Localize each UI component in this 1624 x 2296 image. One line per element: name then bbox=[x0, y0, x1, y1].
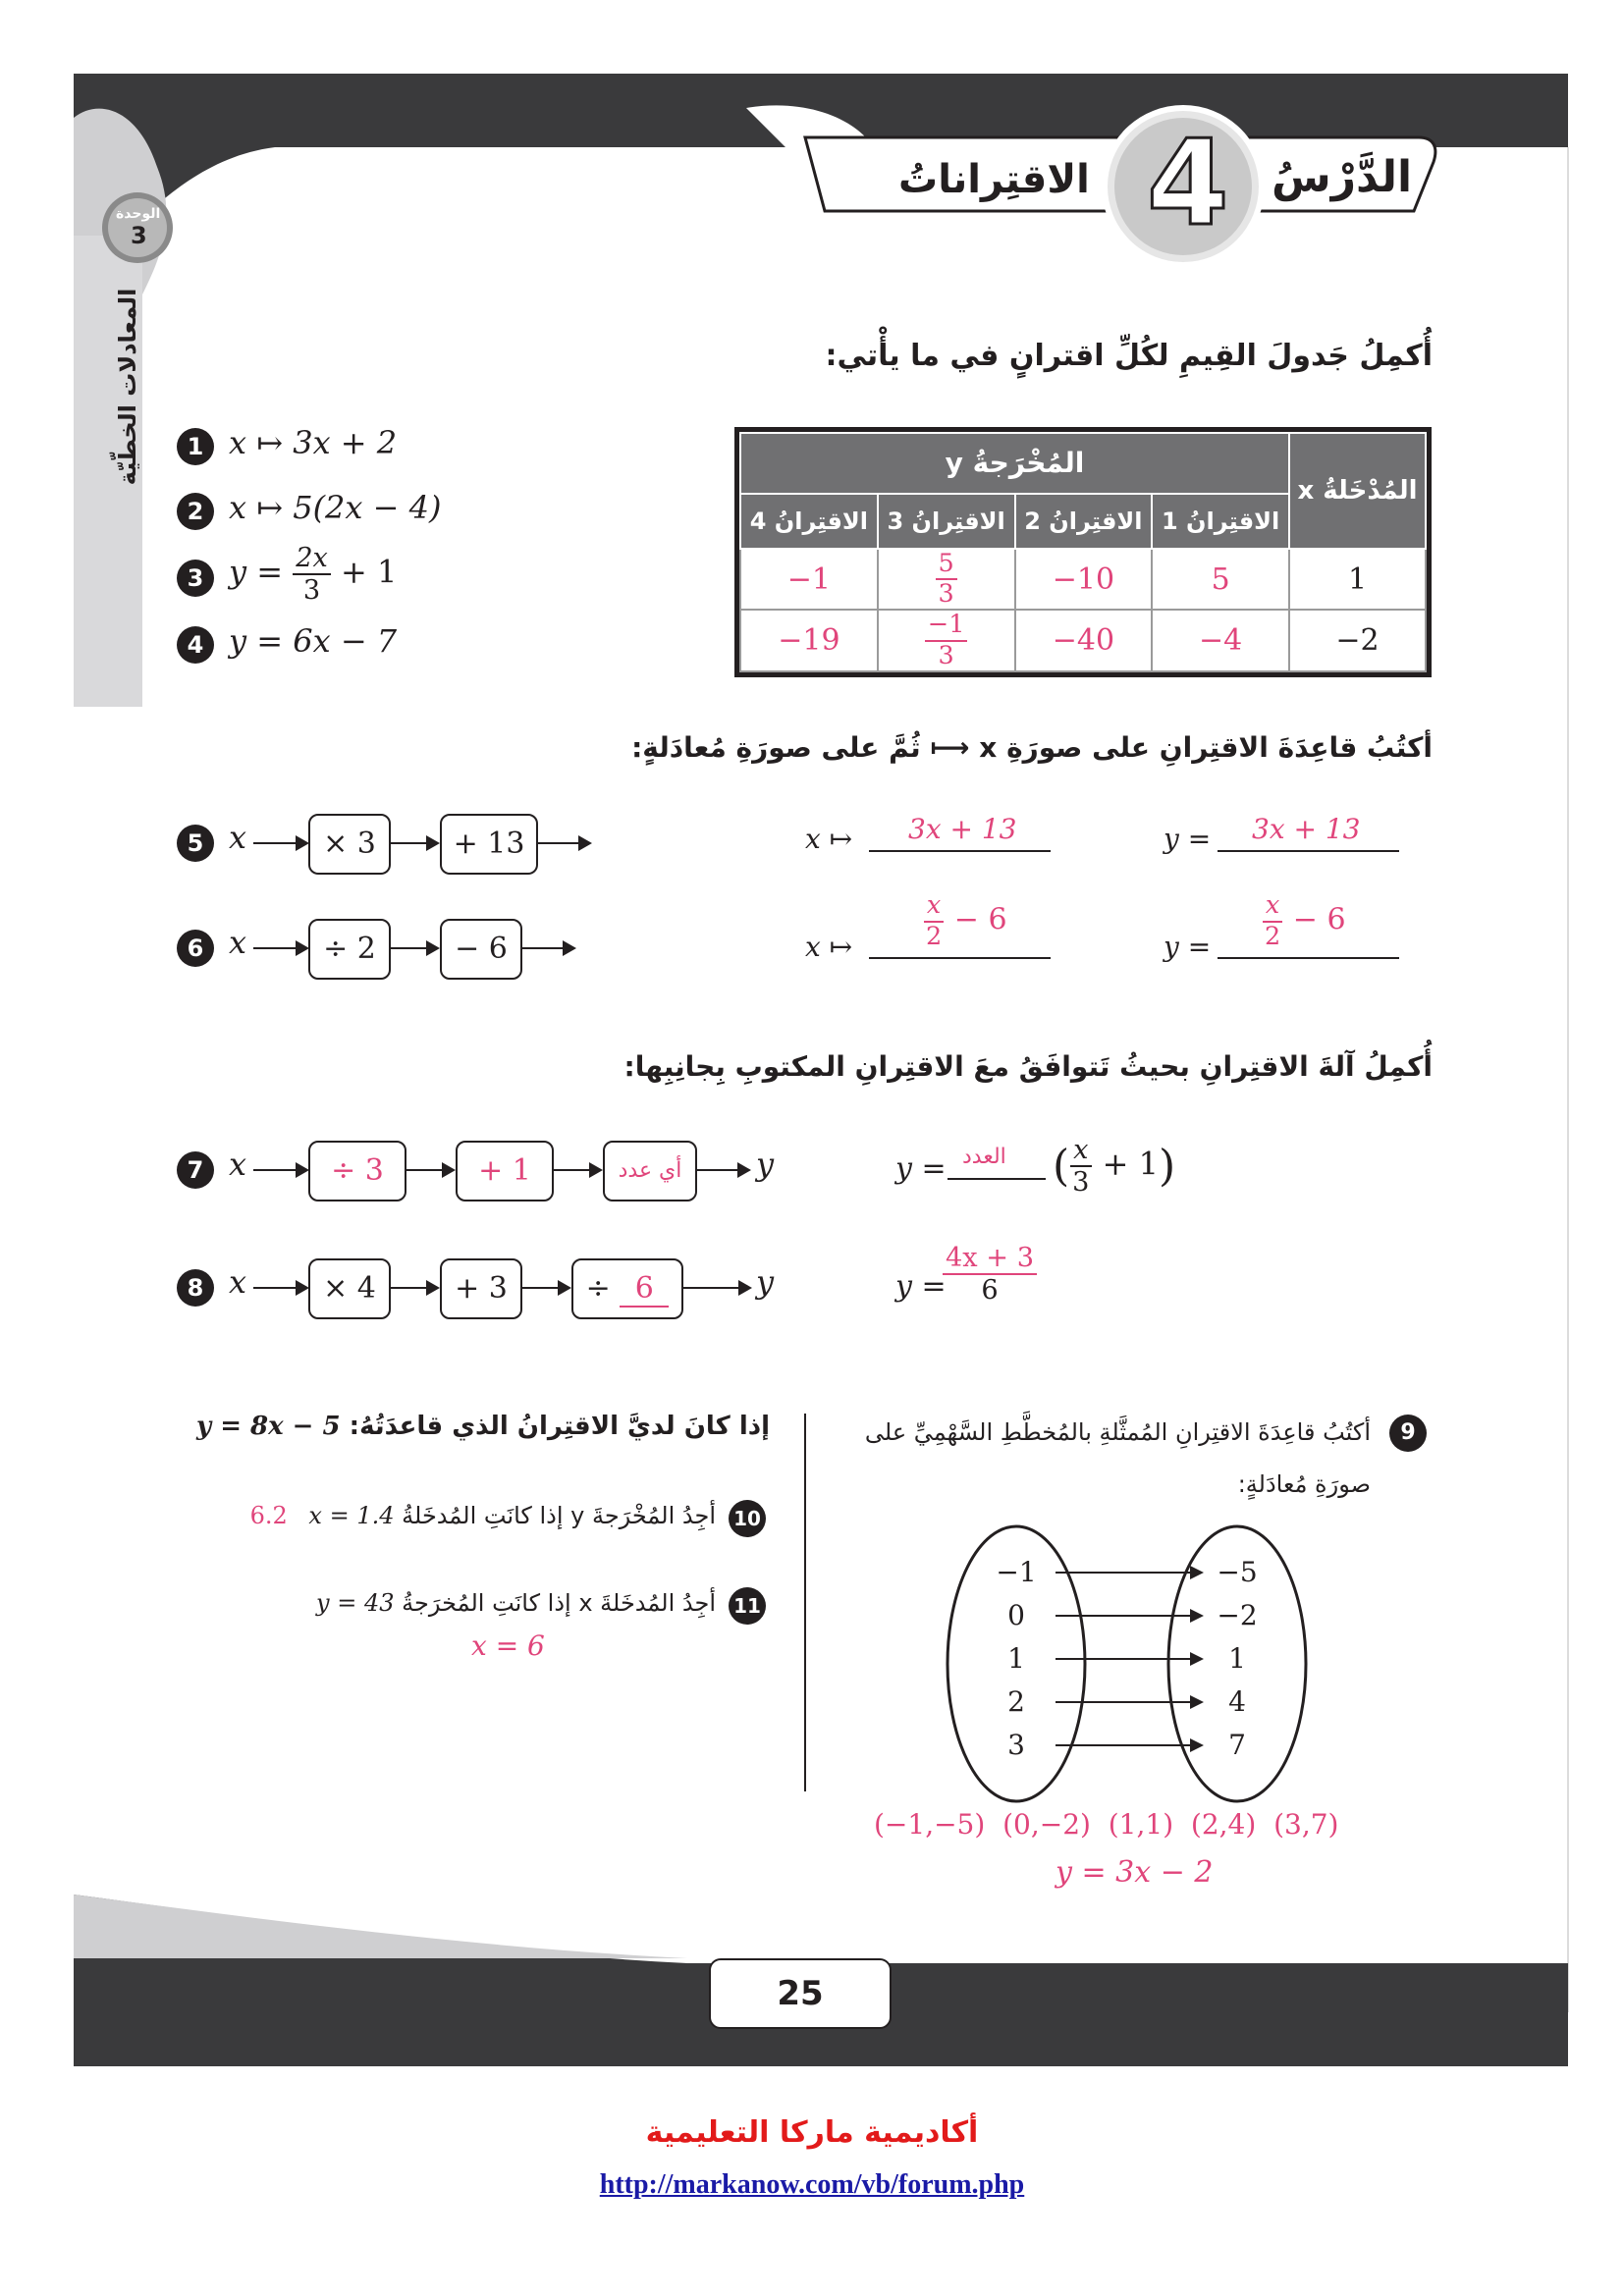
page-number: 25 bbox=[777, 1974, 824, 2013]
table-cell-r2-input: −2 bbox=[1289, 610, 1426, 671]
table-cell-r1-f3-numerator: 5 bbox=[936, 552, 957, 581]
left-rule: y = 8x − 5 bbox=[196, 1412, 341, 1441]
machine-6-map-rest: − 6 bbox=[953, 902, 1007, 937]
function-header-4: الاقتِرانُ 4 bbox=[740, 494, 878, 549]
machine-7-eq-prefix: y = bbox=[895, 1151, 947, 1186]
range-value-2: −2 bbox=[1217, 1599, 1258, 1631]
function-3-lhs: y = bbox=[229, 553, 284, 591]
machine-7-box-1[interactable]: ÷ 3 bbox=[308, 1141, 406, 1201]
q11-answer[interactable]: x = 6 bbox=[471, 1629, 545, 1662]
machine-8-arrow-4 bbox=[681, 1287, 750, 1289]
machine-8-y: y bbox=[756, 1263, 775, 1301]
machine-8-arrow-1 bbox=[253, 1287, 307, 1289]
machine-6-arrow-1 bbox=[253, 947, 307, 949]
machine-6-eq-answer[interactable] bbox=[1262, 890, 1346, 951]
academy-name: أكاديمية ماركا التعليمية bbox=[645, 2115, 979, 2150]
machine-6-eq-denominator: 2 bbox=[1265, 921, 1281, 951]
table-cell-r2-f3[interactable] bbox=[878, 610, 1015, 671]
machine-7-arrow-3 bbox=[552, 1169, 601, 1171]
machine-7-arrow-4 bbox=[695, 1169, 749, 1171]
range-value-4: 4 bbox=[1228, 1685, 1246, 1718]
function-2: x ↦ 5(2x − 4) bbox=[229, 489, 442, 526]
machine-5-arrow-1 bbox=[253, 842, 307, 844]
machine-5-eq-prefix: y = bbox=[1164, 823, 1212, 855]
machine-8-box-1: × 4 bbox=[308, 1258, 391, 1319]
domain-value-5: 3 bbox=[1007, 1729, 1025, 1761]
machine-8-eq-denominator: 6 bbox=[981, 1275, 999, 1307]
value-table bbox=[734, 427, 1432, 677]
machine-6-box-1: ÷ 2 bbox=[308, 919, 391, 980]
mapping-arrowhead bbox=[1190, 1609, 1204, 1623]
machine-5-map-prefix: x ↦ bbox=[805, 823, 853, 855]
range-value-5: 7 bbox=[1228, 1729, 1246, 1761]
machine-7-arrow-1 bbox=[253, 1169, 307, 1171]
q10-text: أجِدُ المُخْرَجةَ y إذا كانَتِ المُدخَلةُ bbox=[402, 1502, 716, 1529]
machine-8-box-3-sign: ÷ bbox=[585, 1271, 611, 1306]
q9-text-line-2: صورَةِ مُعادَلةٍ: bbox=[1237, 1470, 1371, 1498]
machine-5-eq-answer[interactable]: 3x + 13 bbox=[1252, 813, 1361, 845]
machine-6-eq-prefix: y = bbox=[1164, 931, 1212, 963]
domain-value-1: −1 bbox=[996, 1556, 1037, 1588]
machine-8-box-2: + 3 bbox=[440, 1258, 522, 1319]
q11-text: أجِدُ المُدخَلةَ x إذا كانَتِ المُخرَجةُ bbox=[402, 1589, 716, 1617]
machine-6-eq-numerator: x bbox=[1263, 893, 1282, 923]
q9-text-line-1: أكتُبُ قاعِدَةَ الاقتِرانِ المُمثَّلةِ بالمُخطَّطِ السَّهْمِيِّ على bbox=[864, 1418, 1371, 1446]
question-number-4: 4 bbox=[177, 626, 214, 664]
table-cell-r1-input: 1 bbox=[1289, 549, 1426, 611]
q10-answer[interactable]: 6.2 bbox=[249, 1502, 288, 1529]
question-number-9: 9 bbox=[1389, 1415, 1427, 1452]
table-cell-r2-f4[interactable]: −19 bbox=[740, 610, 878, 671]
page-number-tab bbox=[709, 1958, 892, 2029]
question-number-8: 8 bbox=[177, 1269, 214, 1307]
machine-5-arrow-3 bbox=[536, 842, 590, 844]
input-header: المُدْخَلةُ x bbox=[1289, 433, 1426, 549]
left-intro bbox=[196, 1412, 770, 1441]
machine-8-eq-answer[interactable] bbox=[943, 1243, 1037, 1307]
machine-5-arrow-2 bbox=[389, 842, 438, 844]
function-3 bbox=[229, 543, 398, 607]
unit-title: المعادلات الخطّيّة bbox=[114, 288, 141, 486]
machine-8-box-3-answer[interactable]: 6 bbox=[620, 1272, 669, 1308]
lesson-word: الدَّرْسُ bbox=[1272, 152, 1413, 202]
rule-answer[interactable]: y = 3x − 2 bbox=[1056, 1855, 1214, 1890]
question-number-3: 3 bbox=[177, 560, 214, 597]
machine-5-box-1: × 3 bbox=[308, 814, 391, 875]
machine-8-eq-prefix: y = bbox=[895, 1269, 947, 1304]
question-number-10: 10 bbox=[729, 1500, 766, 1537]
machine-8-arrow-3 bbox=[520, 1287, 569, 1289]
machine-7-box-3[interactable]: أي عدد bbox=[603, 1141, 697, 1201]
machine-6-map-answer[interactable] bbox=[923, 890, 1007, 951]
machine-5-map-line bbox=[869, 850, 1051, 852]
machine-7-eq-blank[interactable]: العدد bbox=[962, 1145, 1006, 1169]
machine-6-box-2: − 6 bbox=[440, 919, 522, 980]
table-cell-r1-f3[interactable] bbox=[878, 549, 1015, 611]
range-values bbox=[1203, 1551, 1272, 1767]
q11-row bbox=[316, 1589, 716, 1617]
q10-row bbox=[250, 1502, 716, 1529]
table-cell-r2-f2[interactable]: −40 bbox=[1015, 610, 1153, 671]
machine-8-x: x bbox=[229, 1263, 247, 1301]
machine-7-eq-denominator: 3 bbox=[1072, 1167, 1090, 1199]
table-cell-r1-f3-denominator: 3 bbox=[938, 579, 954, 610]
question-number-2: 2 bbox=[177, 493, 214, 530]
table-cell-r2-f3-denominator: 3 bbox=[938, 640, 954, 670]
machine-6-eq-rest: − 6 bbox=[1292, 902, 1346, 937]
machine-5-box-2: + 13 bbox=[440, 814, 538, 875]
function-4: y = 6x − 7 bbox=[229, 622, 398, 660]
mapping-arrowhead bbox=[1190, 1695, 1204, 1709]
section2-instruction: أكتُبُ قاعِدَةَ الاقتِرانِ على صورَةِ x ⟼ ثُمَّ على صورَةِ مُعادَلةٍ: bbox=[631, 731, 1433, 764]
machine-7-eq-expression: ( $\frac{x}{3}$ + 1) bbox=[1053, 1135, 1176, 1199]
machine-7-eq-numerator: x bbox=[1070, 1137, 1091, 1167]
machine-6-x: x bbox=[229, 924, 247, 961]
table-cell-r2-f1[interactable]: −4 bbox=[1152, 610, 1289, 671]
machine-6-map-numerator: x bbox=[924, 893, 944, 923]
range-value-3: 1 bbox=[1228, 1642, 1246, 1675]
table-cell-r1-f1[interactable]: 5 bbox=[1152, 549, 1289, 611]
machine-6-eq-line bbox=[1218, 957, 1399, 959]
question-number-1: 1 bbox=[177, 428, 214, 465]
pairs-answer[interactable]: (−1,−5) (0,−2) (1,1) (2,4) (3,7) bbox=[874, 1808, 1339, 1841]
function-1: x ↦ 3x + 2 bbox=[229, 424, 398, 461]
machine-7-y: y bbox=[756, 1146, 775, 1183]
machine-8-arrow-2 bbox=[389, 1287, 438, 1289]
section3-instruction: أُكمِلُ آلةَ الاقتِرانِ بحيثُ تَتوافَقُ معَ الاقتِرانِ المكتوبِ بِجانِبِها: bbox=[623, 1050, 1433, 1083]
function-3-numerator: 2x bbox=[293, 545, 331, 575]
machine-6-arrow-2 bbox=[389, 947, 438, 949]
domain-values bbox=[982, 1551, 1051, 1767]
function-header-1: الاقتِرانُ 1 bbox=[1152, 494, 1289, 549]
left-intro-text: إذا كانَ لديَّ الاقتِرانُ الذي قاعدَتُهُ: bbox=[349, 1412, 770, 1441]
machine-5-map-answer[interactable]: 3x + 13 bbox=[908, 813, 1017, 845]
function-header-2: الاقتِرانُ 2 bbox=[1015, 494, 1153, 549]
q10-value: x = 1.4 bbox=[308, 1502, 395, 1529]
machine-7-eq-rest: + 1 bbox=[1102, 1145, 1159, 1183]
function-header-3: الاقتِرانُ 3 bbox=[878, 494, 1015, 549]
machine-5-x: x bbox=[229, 819, 247, 856]
table-cell-r1-f2[interactable]: −10 bbox=[1015, 549, 1153, 611]
function-3-rest: + 1 bbox=[341, 553, 398, 591]
machine-6-map-denominator: 2 bbox=[926, 921, 943, 951]
question-number-11: 11 bbox=[729, 1587, 766, 1625]
machine-6-map-prefix: x ↦ bbox=[805, 931, 853, 963]
table-cell-r2-f3-numerator: −1 bbox=[925, 613, 968, 642]
machine-6-arrow-3 bbox=[520, 947, 574, 949]
machine-7-eq-line bbox=[947, 1178, 1046, 1180]
machine-6-map-line bbox=[869, 957, 1051, 959]
unit-label: الوحدة bbox=[116, 206, 161, 222]
question-number-7: 7 bbox=[177, 1151, 214, 1189]
mapping-arrowhead bbox=[1190, 1652, 1204, 1666]
question-number-6: 6 bbox=[177, 930, 214, 967]
output-header: المُخْرَجةُ y bbox=[740, 433, 1289, 494]
lesson-number: 4 bbox=[1147, 116, 1229, 252]
lesson-title: الاقتِراناتُ bbox=[898, 157, 1090, 202]
machine-5-eq-line bbox=[1218, 850, 1399, 852]
table-cell-r1-f4[interactable]: −1 bbox=[740, 549, 878, 611]
machine-7-x: x bbox=[229, 1146, 247, 1183]
mapping-arrowhead bbox=[1190, 1566, 1204, 1579]
domain-value-2: 0 bbox=[1007, 1599, 1025, 1631]
machine-7-arrow-2 bbox=[405, 1169, 454, 1171]
unit-number: 3 bbox=[131, 222, 147, 249]
mapping-arrowhead bbox=[1190, 1738, 1204, 1752]
section1-instruction: أُكمِلُ جَدولَ القِيمِ لكُلِّ اقترانٍ في ما يأْتي: bbox=[825, 339, 1433, 373]
range-value-1: −5 bbox=[1217, 1556, 1258, 1588]
q11-value: y = 43 bbox=[316, 1589, 395, 1617]
academy-link[interactable]: http://markanow.com/vb/forum.php bbox=[599, 2169, 1025, 2200]
domain-value-3: 1 bbox=[1007, 1642, 1025, 1675]
machine-8-eq-numerator: 4x + 3 bbox=[943, 1245, 1037, 1275]
machine-7-box-2[interactable]: + 1 bbox=[456, 1141, 554, 1201]
machine-8-box-3 bbox=[571, 1258, 683, 1319]
function-3-denominator: 3 bbox=[302, 575, 321, 607]
question-number-5: 5 bbox=[177, 825, 214, 862]
domain-value-4: 2 bbox=[1007, 1685, 1025, 1718]
